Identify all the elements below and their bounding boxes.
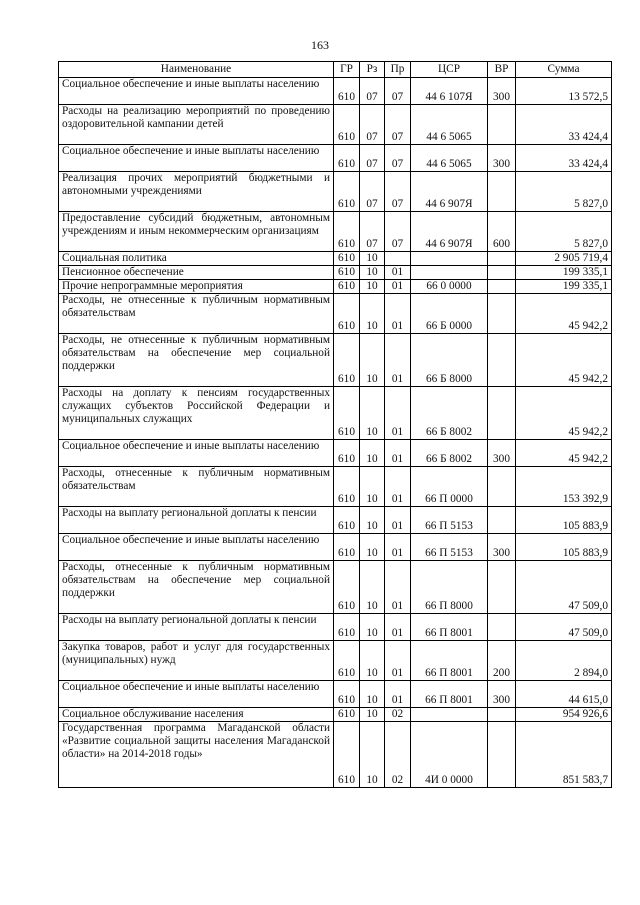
table-row xyxy=(59,252,612,266)
sum-cell: 199 335,1 xyxy=(516,280,612,294)
csr-cell: 44 6 907Я xyxy=(411,172,488,212)
table-row xyxy=(59,507,612,534)
gr-cell: 610 xyxy=(334,334,360,387)
column-header-gr: ГР xyxy=(334,62,360,78)
sum-cell: 47 509,0 xyxy=(516,614,612,641)
csr-cell: 66 П 5153 xyxy=(411,507,488,534)
rz-cell: 07 xyxy=(360,105,385,145)
vr-cell: 200 xyxy=(488,641,516,681)
pr-cell: 01 xyxy=(385,467,411,507)
gr-cell: 610 xyxy=(334,280,360,294)
table-row xyxy=(59,561,612,614)
rz-cell: 10 xyxy=(360,561,385,614)
pr-cell: 01 xyxy=(385,440,411,467)
vr-cell: 300 xyxy=(488,534,516,561)
name-cell: Социальное обслуживание населения xyxy=(59,708,334,722)
name-cell: Предоставление субсидий бюджетным, автономным учреждениям и иным некоммерческим организациям xyxy=(59,212,334,252)
sum-cell: 45 942,2 xyxy=(516,294,612,334)
vr-cell xyxy=(488,614,516,641)
rz-cell: 10 xyxy=(360,614,385,641)
pr-cell: 01 xyxy=(385,266,411,280)
pr-cell: 01 xyxy=(385,614,411,641)
gr-cell: 610 xyxy=(334,105,360,145)
name-cell: Социальное обеспечение и иные выплаты населению xyxy=(59,440,334,467)
csr-cell: 44 6 907Я xyxy=(411,212,488,252)
gr-cell: 610 xyxy=(334,172,360,212)
csr-cell: 66 П 0000 xyxy=(411,467,488,507)
name-cell: Расходы на выплату региональной доплаты к пенсии xyxy=(59,507,334,534)
name-cell: Расходы, отнесенные к публичным нормативным обязательствам xyxy=(59,467,334,507)
vr-cell xyxy=(488,561,516,614)
sum-cell: 851 583,7 xyxy=(516,722,612,788)
csr-cell xyxy=(411,252,488,266)
name-cell: Пенсионное обеспечение xyxy=(59,266,334,280)
vr-cell: 600 xyxy=(488,212,516,252)
pr-cell xyxy=(385,252,411,266)
table-row xyxy=(59,78,612,105)
name-cell: Расходы, не отнесенные к публичным нормативным обязательствам на обеспечение мер социальной поддержки xyxy=(59,334,334,387)
csr-cell: 44 6 5065 xyxy=(411,145,488,172)
rz-cell: 10 xyxy=(360,681,385,708)
csr-cell: 66 П 8000 xyxy=(411,561,488,614)
gr-cell: 610 xyxy=(334,641,360,681)
vr-cell xyxy=(488,105,516,145)
column-header-rz: Рз xyxy=(360,62,385,78)
sum-cell: 45 942,2 xyxy=(516,387,612,440)
name-cell: Социальное обеспечение и иные выплаты населению xyxy=(59,534,334,561)
gr-cell: 610 xyxy=(334,614,360,641)
rz-cell: 07 xyxy=(360,78,385,105)
name-cell: Социальное обеспечение и иные выплаты населению xyxy=(59,145,334,172)
pr-cell: 01 xyxy=(385,387,411,440)
sum-cell: 105 883,9 xyxy=(516,507,612,534)
name-cell: Расходы на выплату региональной доплаты к пенсии xyxy=(59,614,334,641)
table-row xyxy=(59,440,612,467)
pr-cell: 02 xyxy=(385,708,411,722)
vr-cell xyxy=(488,722,516,788)
csr-cell: 66 П 8001 xyxy=(411,681,488,708)
table-row xyxy=(59,467,612,507)
vr-cell: 300 xyxy=(488,681,516,708)
name-cell: Расходы, отнесенные к публичным нормативным обязательствам на обеспечение мер социальной поддержки xyxy=(59,561,334,614)
vr-cell xyxy=(488,252,516,266)
sum-cell: 45 942,2 xyxy=(516,440,612,467)
vr-cell xyxy=(488,387,516,440)
gr-cell: 610 xyxy=(334,507,360,534)
csr-cell: 66 П 8001 xyxy=(411,641,488,681)
rz-cell: 10 xyxy=(360,708,385,722)
sum-cell: 33 424,4 xyxy=(516,145,612,172)
pr-cell: 01 xyxy=(385,334,411,387)
csr-cell: 44 6 107Я xyxy=(411,78,488,105)
gr-cell: 610 xyxy=(334,534,360,561)
pr-cell: 07 xyxy=(385,145,411,172)
gr-cell: 610 xyxy=(334,294,360,334)
sum-cell: 2 905 719,4 xyxy=(516,252,612,266)
csr-cell: 66 Б 8002 xyxy=(411,387,488,440)
column-header-name: Наименование xyxy=(59,62,334,78)
table-row xyxy=(59,280,612,294)
vr-cell: 300 xyxy=(488,440,516,467)
vr-cell: 300 xyxy=(488,78,516,105)
table-row xyxy=(59,614,612,641)
gr-cell: 610 xyxy=(334,212,360,252)
pr-cell: 02 xyxy=(385,722,411,788)
gr-cell: 610 xyxy=(334,387,360,440)
csr-cell: 4И 0 0000 xyxy=(411,722,488,788)
vr-cell xyxy=(488,507,516,534)
name-cell: Социальное обеспечение и иные выплаты населению xyxy=(59,78,334,105)
csr-cell: 44 6 5065 xyxy=(411,105,488,145)
rz-cell: 10 xyxy=(360,722,385,788)
csr-cell: 66 Б 8000 xyxy=(411,334,488,387)
pr-cell: 07 xyxy=(385,172,411,212)
table-row xyxy=(59,334,612,387)
rz-cell: 10 xyxy=(360,387,385,440)
table-row xyxy=(59,145,612,172)
rz-cell: 10 xyxy=(360,641,385,681)
gr-cell: 610 xyxy=(334,440,360,467)
sum-cell: 45 942,2 xyxy=(516,334,612,387)
pr-cell: 01 xyxy=(385,294,411,334)
csr-cell xyxy=(411,708,488,722)
csr-cell xyxy=(411,266,488,280)
gr-cell: 610 xyxy=(334,266,360,280)
column-header-pr: Пр xyxy=(385,62,411,78)
pr-cell: 01 xyxy=(385,507,411,534)
rz-cell: 07 xyxy=(360,145,385,172)
rz-cell: 07 xyxy=(360,172,385,212)
vr-cell xyxy=(488,294,516,334)
pr-cell: 01 xyxy=(385,681,411,708)
pr-cell: 07 xyxy=(385,212,411,252)
csr-cell: 66 0 0000 xyxy=(411,280,488,294)
csr-cell: 66 Б 0000 xyxy=(411,294,488,334)
rz-cell: 10 xyxy=(360,266,385,280)
pr-cell: 07 xyxy=(385,78,411,105)
pr-cell: 07 xyxy=(385,105,411,145)
table-header-row xyxy=(59,62,612,78)
table-row xyxy=(59,212,612,252)
sum-cell: 199 335,1 xyxy=(516,266,612,280)
sum-cell: 5 827,0 xyxy=(516,212,612,252)
page-number: 163 xyxy=(311,38,329,52)
name-cell: Социальная политика xyxy=(59,252,334,266)
rz-cell: 10 xyxy=(360,534,385,561)
table-row xyxy=(59,641,612,681)
csr-cell: 66 П 8001 xyxy=(411,614,488,641)
vr-cell xyxy=(488,334,516,387)
csr-cell: 66 Б 8002 xyxy=(411,440,488,467)
table-row xyxy=(59,266,612,280)
pr-cell: 01 xyxy=(385,534,411,561)
vr-cell xyxy=(488,172,516,212)
pr-cell: 01 xyxy=(385,641,411,681)
column-header-vr: ВР xyxy=(488,62,516,78)
rz-cell: 10 xyxy=(360,440,385,467)
name-cell: Расходы, не отнесенные к публичным нормативным обязательствам xyxy=(59,294,334,334)
vr-cell xyxy=(488,266,516,280)
gr-cell: 610 xyxy=(334,467,360,507)
table-row xyxy=(59,105,612,145)
vr-cell xyxy=(488,708,516,722)
sum-cell: 5 827,0 xyxy=(516,172,612,212)
gr-cell: 610 xyxy=(334,252,360,266)
vr-cell xyxy=(488,467,516,507)
table-row xyxy=(59,708,612,722)
name-cell: Расходы на доплату к пенсиям государственных служащих субъектов Российской Федерации и муниципальных служащих xyxy=(59,387,334,440)
rz-cell: 10 xyxy=(360,252,385,266)
table-row xyxy=(59,387,612,440)
table-row xyxy=(59,681,612,708)
gr-cell: 610 xyxy=(334,681,360,708)
table-row xyxy=(59,722,612,788)
vr-cell: 300 xyxy=(488,145,516,172)
rz-cell: 10 xyxy=(360,334,385,387)
sum-cell: 13 572,5 xyxy=(516,78,612,105)
sum-cell: 153 392,9 xyxy=(516,467,612,507)
name-cell: Государственная программа Магаданской области «Развитие социальной защиты населения Магаданской области» на 2014-2018 годы» xyxy=(59,722,334,788)
gr-cell: 610 xyxy=(334,78,360,105)
sum-cell: 33 424,4 xyxy=(516,105,612,145)
rz-cell: 10 xyxy=(360,280,385,294)
sum-cell: 44 615,0 xyxy=(516,681,612,708)
vr-cell xyxy=(488,280,516,294)
name-cell: Реализация прочих мероприятий бюджетными и автономными учреждениями xyxy=(59,172,334,212)
sum-cell: 105 883,9 xyxy=(516,534,612,561)
column-header-sum: Сумма xyxy=(516,62,612,78)
rz-cell: 10 xyxy=(360,294,385,334)
pr-cell: 01 xyxy=(385,280,411,294)
name-cell: Прочие непрограммные мероприятия xyxy=(59,280,334,294)
rz-cell: 10 xyxy=(360,467,385,507)
name-cell: Закупка товаров, работ и услуг для государственных (муниципальных) нужд xyxy=(59,641,334,681)
table-row xyxy=(59,294,612,334)
pr-cell: 01 xyxy=(385,561,411,614)
gr-cell: 610 xyxy=(334,561,360,614)
rz-cell: 10 xyxy=(360,507,385,534)
sum-cell: 954 926,6 xyxy=(516,708,612,722)
table-row xyxy=(59,172,612,212)
rz-cell: 07 xyxy=(360,212,385,252)
table-row xyxy=(59,534,612,561)
gr-cell: 610 xyxy=(334,708,360,722)
budget-table xyxy=(58,61,612,788)
sum-cell: 2 894,0 xyxy=(516,641,612,681)
csr-cell: 66 П 5153 xyxy=(411,534,488,561)
gr-cell: 610 xyxy=(334,722,360,788)
name-cell: Расходы на реализацию мероприятий по проведению оздоровительной кампании детей xyxy=(59,105,334,145)
column-header-csr: ЦСР xyxy=(411,62,488,78)
name-cell: Социальное обеспечение и иные выплаты населению xyxy=(59,681,334,708)
sum-cell: 47 509,0 xyxy=(516,561,612,614)
gr-cell: 610 xyxy=(334,145,360,172)
